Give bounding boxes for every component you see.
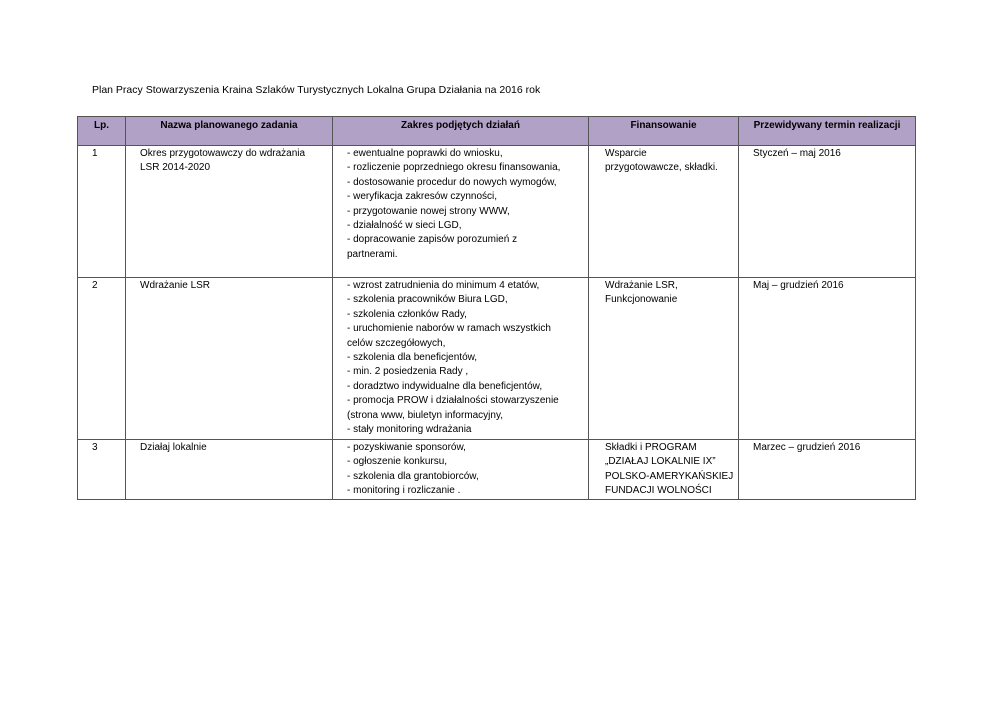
scope-line: - szkolenia dla beneficjentów,	[347, 352, 478, 364]
financing-line: Wsparcie	[605, 148, 647, 159]
task-line: Wdrażanie LSR	[140, 280, 211, 291]
scope-line: - szkolenia dla grantobiorców,	[347, 470, 479, 482]
financing-line: „DZIAŁAJ LOKALNIE IX”	[605, 456, 716, 468]
task-line: Działaj lokalnie	[140, 442, 207, 453]
cell-task	[126, 278, 333, 440]
term-text: Styczeń – maj 2016	[753, 148, 841, 159]
scope-line: - działalność w sieci LGD,	[347, 220, 462, 232]
financing-line: przygotowawcze, składki.	[605, 162, 718, 174]
financing-line: POLSKO-AMERYKAŃSKIEJ	[605, 470, 734, 482]
cell-term	[739, 440, 916, 500]
task-line: Okres przygotowawczy do wdrażania	[140, 148, 306, 159]
scope-line: - weryfikacja zakresów czynności,	[347, 191, 498, 203]
scope-line: - szkolenia członków Rady,	[347, 308, 467, 320]
header-task: Nazwa planowanego zadania	[126, 117, 333, 146]
scope-line: partnerami.	[347, 248, 398, 260]
scope-line: - doradztwo indywidualne dla beneficjentów,	[347, 380, 543, 392]
term-text: Maj – grudzień 2016	[753, 280, 844, 291]
cell-term	[739, 278, 916, 440]
lp-text: 2	[92, 280, 98, 291]
lp-text: 3	[92, 442, 98, 453]
scope-line: - pozyskiwanie sponsorów,	[347, 442, 466, 453]
cell-task	[126, 440, 333, 500]
scope-line: - uruchomienie naborów w ramach wszystkich	[347, 323, 551, 335]
cell-scope	[333, 146, 589, 278]
scope-line: - ogłoszenie konkursu,	[347, 456, 448, 468]
cell-lp	[78, 440, 126, 500]
cell-scope	[333, 278, 589, 440]
lp-text: 1	[92, 148, 98, 159]
header-lp: Lp.	[78, 117, 126, 146]
scope-line: celów szczegółowych,	[347, 337, 446, 349]
scope-line: (strona www, biuletyn informacyjny,	[347, 409, 503, 421]
scope-line: - dopracowanie zapisów porozumień z	[347, 234, 518, 246]
cell-financing	[589, 278, 739, 440]
header-financing: Finansowanie	[589, 117, 739, 146]
table-row	[78, 440, 916, 500]
scope-line: - przygotowanie nowej strony WWW,	[347, 205, 510, 217]
table-row	[78, 146, 916, 278]
scope-line: - rozliczenie poprzedniego okresu finansowania,	[347, 162, 561, 174]
financing-line: FUNDACJI WOLNOŚCI	[605, 485, 712, 497]
scope-line: - stały monitoring wdrażania	[347, 424, 472, 436]
document-title: Plan Pracy Stowarzyszenia Kraina Szlaków Turystycznych Lokalna Grupa Działania na 2016 rok	[92, 84, 541, 96]
scope-line: - ewentualne poprawki do wniosku,	[347, 148, 503, 159]
header-term: Przewidywany termin realizacji	[739, 117, 916, 146]
scope-line: - promocja PROW i działalności stowarzyszenie	[347, 395, 559, 407]
cell-task	[126, 146, 333, 278]
cell-scope	[333, 440, 589, 500]
cell-financing	[589, 146, 739, 278]
scope-line: - dostosowanie procedur do nowych wymogów,	[347, 176, 557, 188]
scope-line: - szkolenia pracowników Biura LGD,	[347, 294, 508, 306]
scope-line: - wzrost zatrudnienia do minimum 4 etatów,	[347, 280, 540, 291]
financing-line: Funkcjonowanie	[605, 294, 678, 306]
cell-lp	[78, 278, 126, 440]
table-header	[78, 117, 916, 146]
scope-line: - monitoring i rozliczanie .	[347, 485, 461, 497]
cell-term	[739, 146, 916, 278]
financing-line: Wdrażanie LSR,	[605, 280, 678, 291]
cell-financing	[589, 440, 739, 500]
cell-lp	[78, 146, 126, 278]
header-scope: Zakres podjętych działań	[333, 117, 589, 146]
scope-line: - min. 2 posiedzenia Rady ,	[347, 366, 469, 378]
table-row	[78, 278, 916, 440]
financing-line: Składki i PROGRAM	[605, 442, 697, 453]
task-line: LSR 2014-2020	[140, 162, 211, 174]
term-text: Marzec – grudzień 2016	[753, 442, 861, 453]
work-plan-table	[77, 116, 916, 500]
